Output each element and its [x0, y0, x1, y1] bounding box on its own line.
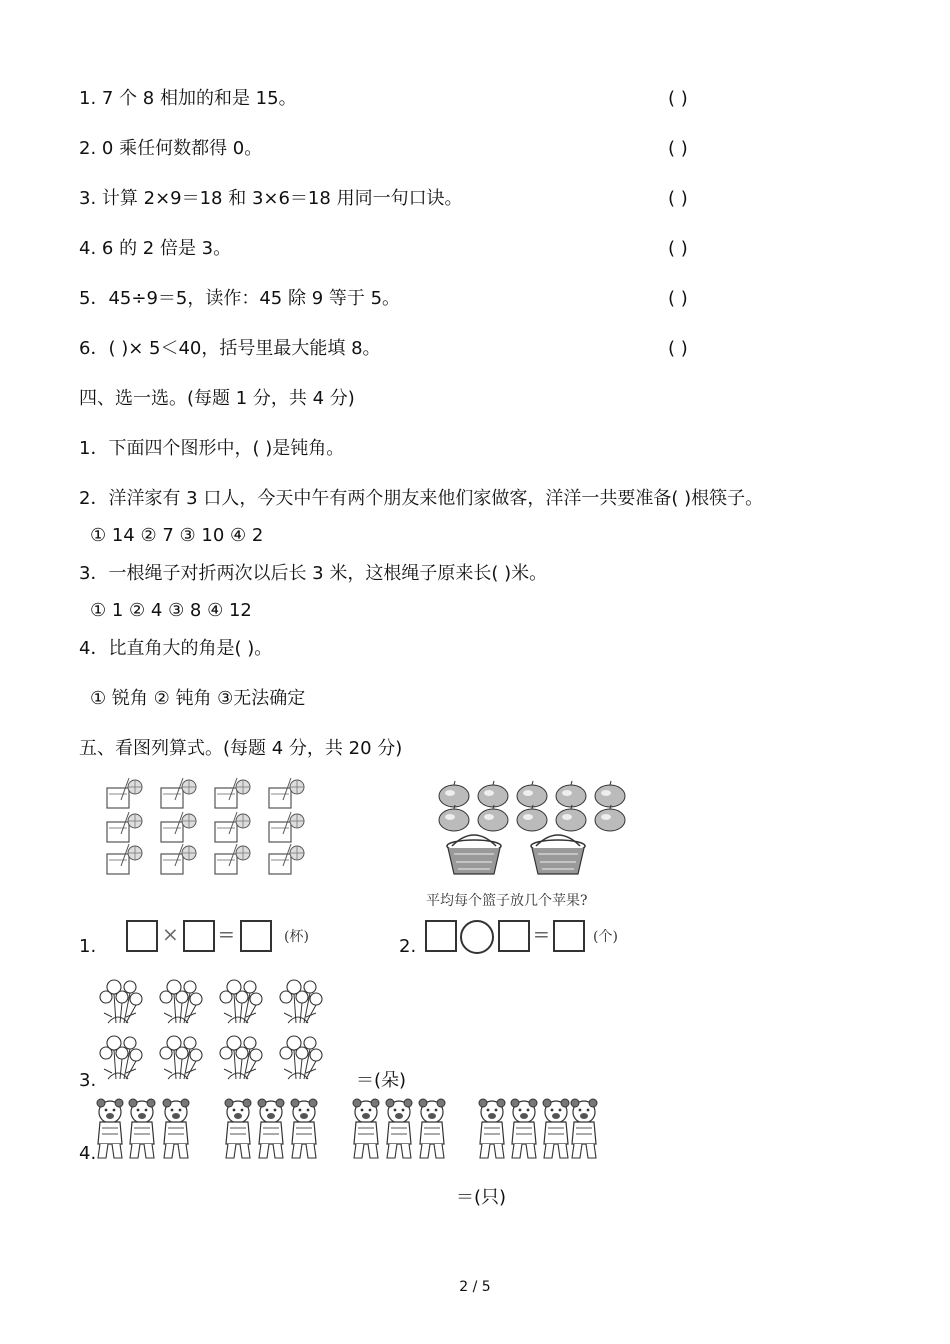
picture-problem-2-number: 2. — [399, 936, 417, 957]
answer-box-1c[interactable] — [240, 920, 272, 952]
choose-question-2: 2．洋洋家有 3 口人，今天中午有两个朋友来他们家做客，洋洋一共要准备( )根筷子。 — [79, 488, 764, 509]
flowers-illustration — [98, 975, 338, 1083]
answer-box-2a[interactable] — [425, 920, 457, 952]
judge-answer-2[interactable]: ( ) — [668, 138, 688, 159]
judge-answer-3[interactable]: ( ) — [668, 188, 688, 209]
unit-items: (个) — [593, 929, 618, 945]
unit-bears: ＝(只) — [456, 1187, 507, 1208]
answer-box-1a[interactable] — [126, 920, 158, 952]
bears-illustration — [94, 1096, 604, 1162]
unit-flowers: ＝(朵) — [356, 1070, 407, 1091]
judge-item-3: 3. 计算 2×9＝18 和 3×6＝18 用同一句口诀。 — [79, 188, 463, 209]
choose-question-3-options: ① 1 ② 4 ③ 8 ④ 12 — [90, 600, 252, 621]
judge-item-5: 5．45÷9＝5，读作：45 除 9 等于 5。 — [79, 288, 401, 309]
page-number: 2 / 5 — [459, 1279, 491, 1295]
judge-answer-5[interactable]: ( ) — [668, 288, 688, 309]
unit-cups: (杯) — [284, 929, 309, 945]
answer-box-2b[interactable] — [498, 920, 530, 952]
judge-answer-4[interactable]: ( ) — [668, 238, 688, 259]
picture-problem-4-number: 4. — [79, 1143, 97, 1164]
answer-box-1b[interactable] — [183, 920, 215, 952]
equals-sign-2: = — [533, 922, 550, 946]
picture-problem-1-number: 1. — [79, 936, 97, 957]
choose-question-1: 1．下面四个图形中，( )是钝角。 — [79, 438, 345, 459]
choose-question-3: 3．一根绳子对折两次以后长 3 米，这根绳子原来长( )米。 — [79, 563, 548, 584]
operator-circle[interactable] — [460, 920, 494, 954]
choose-question-4: 4．比直角大的角是( )。 — [79, 638, 273, 659]
judge-item-4: 4. 6 的 2 倍是 3。 — [79, 238, 232, 259]
judge-item-6: 6．( )× 5＜40，括号里最大能填 8。 — [79, 338, 381, 359]
apples-caption: 平均每个篮子放几个苹果? — [426, 893, 588, 909]
juice-cups-illustration — [105, 776, 315, 876]
equals-sign-1: = — [218, 922, 235, 946]
judge-answer-1[interactable]: ( ) — [668, 88, 688, 109]
judge-item-1: 1. 7 个 8 相加的和是 15。 — [79, 88, 297, 109]
apples-baskets-illustration — [436, 780, 636, 880]
judge-answer-6[interactable]: ( ) — [668, 338, 688, 359]
choose-question-4-options: ① 锐角 ② 钝角 ③无法确定 — [90, 688, 306, 709]
judge-item-2: 2. 0 乘任何数都得 0。 — [79, 138, 263, 159]
choose-question-2-options: ① 14 ② 7 ③ 10 ④ 2 — [90, 525, 264, 546]
section-five-heading: 五、看图列算式。(每题 4 分，共 20 分) — [79, 738, 403, 759]
multiply-sign: × — [162, 922, 179, 946]
section-four-heading: 四、选一选。(每题 1 分，共 4 分) — [79, 388, 355, 409]
answer-box-2c[interactable] — [553, 920, 585, 952]
picture-problem-3-number: 3. — [79, 1070, 97, 1091]
